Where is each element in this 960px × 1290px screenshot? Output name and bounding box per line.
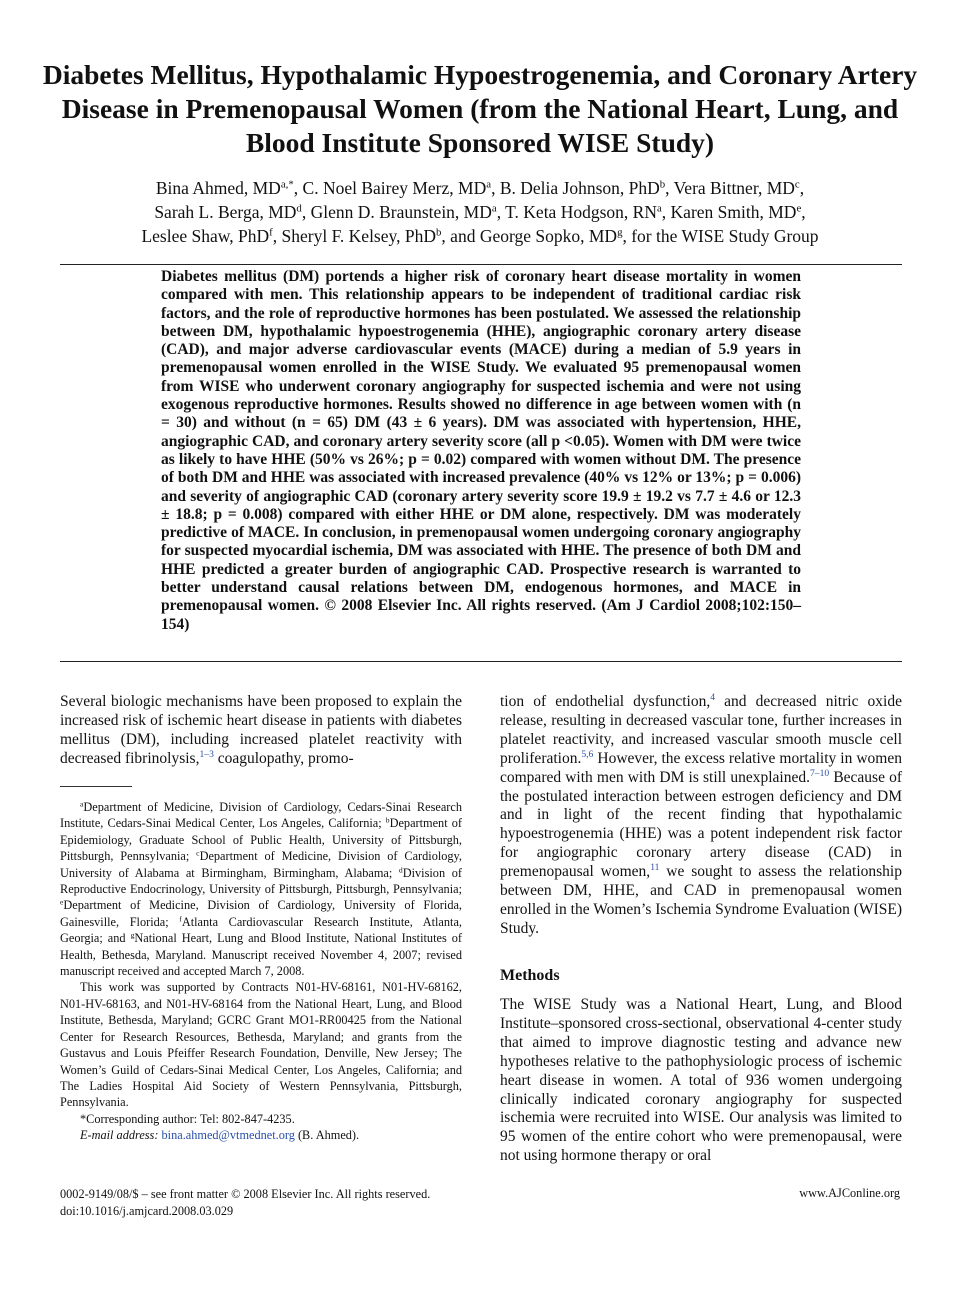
body-text: Because of the postulated interaction between estrogen deficiency and DM and in light of the recent finding that hypothalamic hypoestrogenemia (HHE) was a potent independent risk factor for angiographic coronary artery disease (CAD) in premenopausal women,: [500, 768, 902, 881]
affiliation-marker: c: [794, 178, 800, 191]
affiliations: [60, 799, 462, 979]
affiliation-text: Department of Epidemiology, Graduate School of Public Health, University of Pittsburgh, Pittsburgh, Pennsylvania;: [60, 816, 462, 864]
author-line: [55, 224, 905, 248]
body-text: Several biologic mechanisms have been proposed to explain the increased risk of ischemic heart disease in patients with diabetes mellitus (DM), including increased platelet reactivity with decreased fibrinolysis,: [60, 693, 462, 767]
author-name: Sarah L. Berga, MD: [154, 202, 297, 222]
methods-heading: Methods: [500, 967, 560, 984]
affiliation-marker: a: [486, 178, 492, 191]
author-name: , and George Sopko, MD: [441, 226, 618, 246]
footer-front-matter: 0002-9149/08/$ – see front matter © 2008 Elsevier Inc. All rights reserved.: [60, 1187, 431, 1201]
footer-copyright: [60, 1186, 430, 1220]
footer-doi[interactable]: doi:10.1016/j.amjcard.2008.03.029: [60, 1204, 234, 1218]
affiliation-marker: g: [130, 930, 135, 940]
affiliation-marker: f: [179, 914, 182, 924]
author-name: ,: [801, 202, 806, 222]
body-text: coagulopathy, promo-: [213, 749, 354, 767]
body-text: However, the excess relative mortality in women compared with men with DM is still unexplained.: [500, 749, 902, 786]
author-name: Bina Ahmed, MD: [155, 178, 281, 198]
email-line: [60, 1127, 462, 1143]
affiliation-marker: e: [796, 202, 802, 215]
affiliation-marker: a: [656, 202, 662, 215]
affiliation-text: National Heart, Lung and Blood Institute, National Institutes of Health, Bethesda, Maryland. Manuscript received November 4, 2007; revised manuscript received and accepted March 7, 2008.: [60, 931, 462, 979]
body-text: we sought to assess the relationship between DM, HHE, and CAD in premenopausal women enrolled in the Women’s Ischemia Syndrome Evaluation (WISE) Study.: [500, 863, 902, 937]
affiliation-marker: f: [269, 226, 273, 239]
footer-website[interactable]: www.AJConline.org: [799, 1186, 900, 1200]
citation-link[interactable]: 11: [650, 862, 660, 874]
author-name: Leslee Shaw, PhD: [141, 226, 270, 246]
author-name: , C. Noel Bairey Merz, MD: [293, 178, 487, 198]
citation-link[interactable]: 7–10: [810, 767, 830, 779]
author-line: [55, 200, 905, 224]
affiliation-marker: b: [385, 815, 390, 825]
footnotes: [60, 799, 462, 1144]
author-name: , T. Keta Hodgson, RN: [496, 202, 657, 222]
affiliation-marker: b: [659, 178, 666, 191]
intro-paragraph-continued: [500, 693, 902, 939]
affiliation-text: Atlanta Cardiovascular Research Institute, Atlanta, Georgia; and: [60, 914, 462, 946]
methods-paragraph: The WISE Study was a National Heart, Lung, and Blood Institute–sponsored cross-sectional, observational 4-center study that aimed to improve diagnostic testing and advance new hypotheses relative to the pathophysiologic process of ischemic heart disease in women. A total of 936 women undergoing clinically indicated coronary angiography for suspected ischemia were recruited into WISE. Our analysis was limited to 95 women of the entire cohort who were premenopausal, were not using hormone therapy or oral: [500, 996, 902, 1165]
email-suffix: (B. Ahmed).: [294, 1128, 360, 1143]
author-name: , Karen Smith, MD: [661, 202, 797, 222]
intro-paragraph: [60, 693, 462, 769]
intro-left-column: [60, 693, 462, 769]
affiliation-marker: a: [80, 799, 84, 809]
article-title: Diabetes Mellitus, Hypothalamic Hypoestrogenemia, and Coronary Artery Disease in Premenopausal Women (from the National Heart, Lung, and Blood Institute Sponsored WISE Study): [42, 59, 918, 158]
author-line: [55, 176, 905, 200]
affiliation-marker: d: [398, 865, 403, 875]
citation-link[interactable]: 1–3: [199, 748, 214, 760]
corresponding-author: *Corresponding author: Tel: 802-847-4235.: [80, 1111, 295, 1126]
affiliation-marker: c: [196, 848, 200, 858]
author-name: , Sheryl F. Kelsey, PhD: [272, 226, 436, 246]
body-text: and decreased nitric oxide release, resulting in decreased vascular tone, further increases in platelet reactivity, and increased vascular smooth muscle cell proliferation.: [500, 693, 902, 767]
affiliation-text: Department of Medicine, Division of Cardiology, University of Alabama at Birmingham, Birmingham, Alabama;: [60, 849, 462, 880]
abstract-bottom-rule: [60, 661, 902, 662]
abstract-top-rule: [60, 264, 902, 265]
affiliation-text: Department of Medicine, Division of Cardiology, University of Florida, Gainesville, Florida;: [60, 898, 462, 929]
author-name: , for the WISE Study Group: [622, 226, 819, 246]
footnote-rule: [60, 786, 132, 787]
author-list: [55, 176, 905, 248]
affiliation-marker: a: [491, 202, 497, 215]
abstract: Diabetes mellitus (DM) portends a higher risk of coronary heart disease mortality in women compared with men. This relationship appears to be independent of traditional cardiac risk factors, and the role of reproductive hormones has been postulated. We assessed the relationship between DM, hypothalamic hypoestrogenemia (HHE), angiographic coronary artery disease (CAD), and major adverse cardiovascular events (MACE) during a median of 5.9 years in premenopausal women enrolled in the WISE Study. We evaluated 95 premenopausal women from WISE who underwent coronary angiography for suspected ischemia and were not using exogenous reproductive hormones. Results showed no difference in age between women with (n = 30) and without (n = 65) DM (43 ± 6 years). DM was associated with hypertension, HHE, angiographic CAD, and coronary artery severity score (all p <0.05). Women with DM were twice as likely to have HHE (50% vs 26%; p = 0.02) compared with women without DM. The presence of both DM and HHE was associated with increased prevalence (40% vs 12% or 13%; p = 0.006) and severity of angiographic CAD (coronary artery severity score 19.9 ± 19.2 vs 7.7 ± 4.6 or 12.3 ± 18.8; p = 0.008) compared with either HHE or DM alone, respectively. DM was moderately predictive of MACE. In conclusion, in premenopausal women undergoing coronary angiography for suspected myocardial ischemia, DM was associated with HHE. The presence of both DM and HHE predicted a greater burden of angiographic CAD. Prospective research is warranted to better understand causal relations between DM, endogenous hormones, and MACE in premenopausal women. © 2008 Elsevier Inc. All rights reserved. (Am J Cardiol 2008;102:150–154): [161, 268, 801, 633]
email-link[interactable]: bina.ahmed@vtmednet.org: [161, 1128, 295, 1143]
affiliation-marker: b: [436, 226, 442, 239]
citation-link[interactable]: 5,6: [581, 748, 594, 760]
body-text: tion of endothelial dysfunction,: [500, 693, 711, 710]
author-name: , Glenn D. Braunstein, MD: [301, 202, 492, 222]
citation-link[interactable]: 4: [710, 692, 716, 704]
author-name: , B. Delia Johnson, PhD: [491, 178, 660, 198]
email-label: E-mail address:: [80, 1128, 159, 1143]
funding-note: This work was supported by Contracts N01-HV-68161, N01-HV-68162, N01-HV-68163, and N01-HV-68164 from the National Heart, Lung, and Blood Institute, Bethesda, Maryland; GCRC Grant MO1-RR00425 from the National Center for Research Resources, Bethesda, Maryland; and grants from the Gustavus and Louis Pfeiffer Research Foundation, Denville, New Jersey; The Women’s Guild of Cedars-Sinai Medical Center, Los Angeles, California; and The Ladies Hospital Aid Society of Western Pennsylvania, Pittsburgh, Pennsylvania.: [60, 980, 462, 1110]
affiliation-marker: d: [296, 202, 302, 215]
intro-right-column: [500, 693, 902, 939]
affiliation-text: Department of Medicine, Division of Cardiology, Cedars-Sinai Research Institute, Cedars-Sinai Medical Center, Los Angeles, California;: [60, 800, 462, 831]
affiliation-text: Division of Reproductive Endocrinology, University of Pittsburgh, Pittsburgh, Pennsylvania;: [60, 865, 462, 897]
affiliation-marker: a,*: [280, 178, 294, 191]
author-name: ,: [799, 178, 805, 198]
affiliation-marker: e: [60, 897, 64, 907]
author-name: , Vera Bittner, MD: [665, 178, 795, 198]
affiliation-marker: g: [617, 226, 623, 239]
